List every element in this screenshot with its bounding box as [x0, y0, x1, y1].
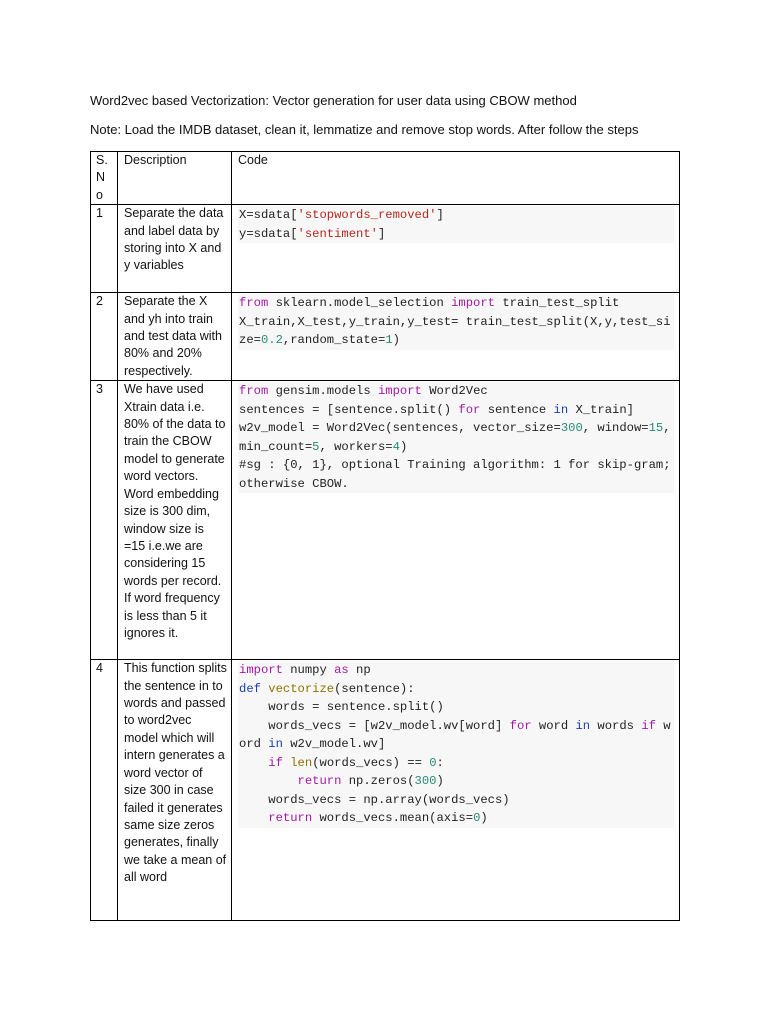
table-row: [91, 660, 680, 921]
code-token: ]: [377, 226, 386, 241]
code-block: [238, 382, 678, 493]
document-note: Note: Load the IMDB dataset, clean it, lemmatize and remove stop words. After follow the steps: [90, 122, 639, 137]
code-token: import: [239, 663, 283, 678]
code-token: in: [268, 737, 283, 752]
sno-cell: [91, 381, 118, 660]
row-number: 4: [96, 661, 103, 676]
header-cell-code: [232, 152, 680, 205]
code-token: as: [334, 663, 349, 678]
code-token: from: [239, 384, 269, 399]
code-token: 5: [312, 439, 320, 454]
code-cell: [232, 293, 680, 381]
code-token: Word2Vec: [421, 384, 488, 399]
code-token: word: [239, 718, 671, 752]
description-cell: [118, 660, 232, 921]
description-cell: [118, 381, 232, 660]
code-token: words: [590, 718, 642, 733]
header-code: Code: [238, 153, 268, 167]
code-token: numpy: [282, 663, 335, 678]
header-description: Description: [124, 153, 187, 167]
code-token: 300: [414, 774, 437, 789]
code-token: words_vecs = np.array(words_vecs): [239, 792, 510, 807]
code-token: def: [239, 681, 261, 696]
code-token: X_train,X_test,y_train,y_test= train_test_split(X,y,test_size=: [239, 314, 671, 348]
code-token: 0: [473, 811, 481, 826]
code-token: return: [297, 774, 342, 789]
row-number: 2: [96, 294, 103, 309]
code-token: 4: [392, 439, 400, 454]
code-token: ): [436, 774, 444, 789]
code-token: sklearn.model_selection: [268, 296, 452, 311]
code-token: (sentence):: [334, 681, 415, 696]
code-token: y=sdata[: [239, 226, 298, 241]
code-token: in: [575, 718, 591, 733]
code-token: np: [348, 663, 371, 678]
description-cell: [118, 293, 232, 381]
code-token: [239, 811, 268, 825]
code-token: import: [451, 296, 495, 311]
code-token: len: [290, 755, 313, 770]
code-token: word: [531, 718, 576, 733]
code-token: 0: [429, 755, 437, 770]
table-row: [91, 293, 680, 381]
code-token: gensim.models: [268, 384, 378, 399]
code-token: X_train]: [568, 402, 634, 417]
sno-cell: [91, 293, 118, 381]
code-token: from: [239, 296, 269, 311]
table-header-row: [91, 152, 680, 205]
code-cell: [232, 660, 680, 921]
code-block: [238, 661, 674, 828]
code-token: (words_vecs) ==: [312, 755, 430, 770]
code-token: if: [641, 718, 656, 733]
description-cell: [118, 205, 232, 293]
row-description: Separate the X and yh into train and test data with 80% and 20% respectively.: [124, 294, 222, 378]
code-token: 300: [560, 421, 583, 436]
code-token: np.zeros(: [341, 774, 415, 789]
code-token: :: [436, 755, 444, 770]
row-description: This function splits the sentence in to words and passed to word2vec model which will intern generates a word vector of size 300 in case failed it generates same size zeros generates, finally we take a mean of all word: [124, 661, 227, 885]
code-token: 1: [385, 333, 393, 348]
code-token: ,random_state=: [282, 333, 386, 348]
code-token: if: [268, 755, 283, 770]
code-token: in: [553, 402, 569, 417]
code-token: [239, 774, 298, 788]
header-cell-description: [118, 152, 232, 205]
code-token: import: [377, 384, 422, 399]
code-token: 'sentiment': [297, 226, 378, 241]
code-token: vectorize: [268, 681, 335, 696]
document-title: Word2vec based Vectorization: Vector generation for user data using CBOW method: [90, 93, 577, 108]
code-token: w2v_model.wv]: [282, 737, 386, 752]
table-row: [91, 205, 680, 293]
row-description: Separate the data and label data by storing into X and y variables: [124, 206, 224, 273]
code-token: #sg : {0, 1}, optional Training algorithm: 1 for skip-gram; otherwise CBOW.: [239, 458, 678, 491]
row-description: We have used Xtrain data i.e. 80% of the data to train the CBOW model to generate word vectors. Word embedding size is 300 dim, window size is =15 i.e.we are considering 15 words per record. If word frequency is less than 5 it ignores it.: [124, 382, 226, 640]
code-token: return: [268, 811, 313, 826]
code-cell: [232, 205, 680, 293]
code-token: train_test_split: [495, 296, 620, 311]
code-token: words = sentence.split(): [239, 700, 444, 715]
row-number: 3: [96, 382, 103, 397]
code-token: sentences = [sentence.split(): [239, 402, 459, 417]
code-token: for: [509, 718, 532, 733]
code-token: sentence: [480, 402, 554, 417]
code-token: , window=: [582, 421, 649, 436]
code-token: ): [480, 811, 488, 826]
sno-cell: [91, 205, 118, 293]
code-token: X=sdata[: [239, 208, 298, 223]
code-block: [238, 294, 674, 350]
code-token: , min_count=: [239, 421, 678, 454]
code-token: ): [399, 439, 408, 454]
code-block: [238, 206, 674, 243]
code-token: , workers=: [319, 439, 393, 454]
table-row: [91, 381, 680, 660]
code-token: ): [392, 333, 400, 348]
code-token: 0.2: [260, 333, 283, 348]
sno-cell: [91, 660, 118, 921]
code-token: for: [458, 402, 481, 417]
header-sno: S. N o: [96, 153, 108, 202]
code-cell: [232, 381, 680, 660]
code-token: 15: [648, 421, 664, 436]
row-number: 1: [96, 206, 103, 221]
steps-table: [90, 151, 680, 921]
code-token: words_vecs = [w2v_model.wv[word]: [239, 718, 510, 733]
code-token: 'stopwords_removed': [297, 208, 437, 223]
header-cell-sno: [91, 152, 118, 205]
code-token: [239, 756, 268, 770]
code-token: words_vecs.mean(axis=: [312, 811, 474, 826]
code-token: w2v_model = Word2Vec(sentences, vector_size=: [239, 421, 561, 436]
code-token: ]: [436, 208, 444, 223]
